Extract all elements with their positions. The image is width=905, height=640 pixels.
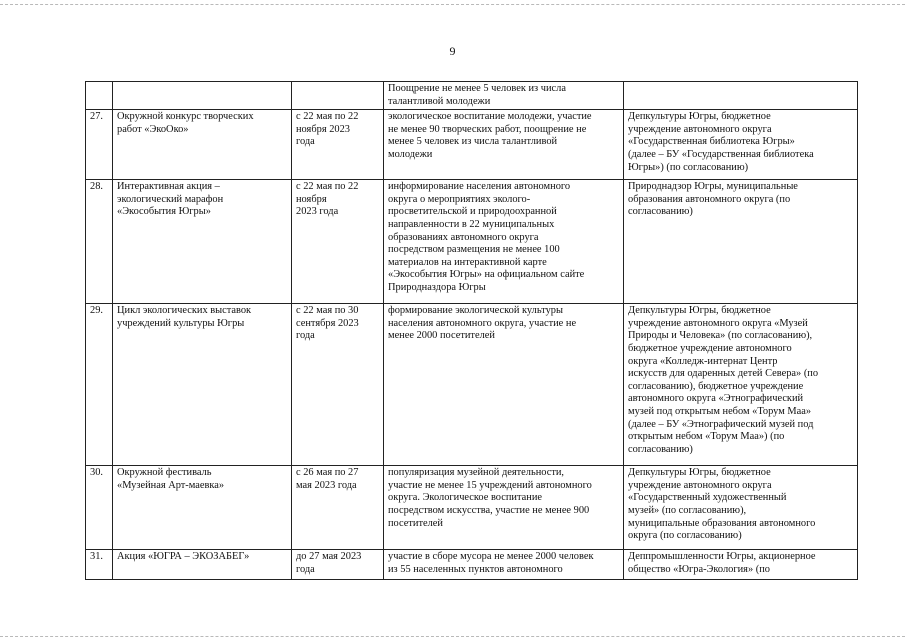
event-dates: с 26 мая по 27 мая 2023 года — [292, 466, 384, 550]
event-responsible: Депкультуры Югры, бюджетное учреждение автономного округа «Государственная библиотека Югры» (далее – БУ «Государственная библиотека Югры») (по согласованию) — [624, 110, 858, 180]
event-name: Окружной конкурс творческих работ «ЭкоОко» — [113, 110, 292, 180]
event-name: Окружной фестиваль «Музейная Арт-маевка» — [113, 466, 292, 550]
event-responsible: Депкультуры Югры, бюджетное учреждение автономного округа «Музей Природы и Человека» (по согласованию), бюджетное учреждение автономного округа «Колледж-интернат Центр искусств для одаренных детей Севера» (по согласованию), бюджетное учреждение автономного округа «Этнографический музей под открытым небом «Торум Маа» (далее – БУ «Этнографический музей под открытым небом «Торум Маа») (по согласованию) — [624, 304, 858, 466]
event-dates: с 22 мая по 22 ноября 2023 года — [292, 180, 384, 304]
event-result: Поощрение не менее 5 человек из числа талантливой молодежи — [384, 82, 624, 110]
event-responsible: Деппромышленности Югры, акционерное общество «Югра-Экология» (по — [624, 550, 858, 580]
event-responsible: Природнадзор Югры, муниципальные образования автономного округа (по согласованию) — [624, 180, 858, 304]
row-number: 28. — [86, 180, 113, 304]
table-row — [86, 304, 858, 466]
event-result: участие в сборе мусора не менее 2000 человек из 55 населенных пунктов автономного — [384, 550, 624, 580]
event-responsible — [624, 82, 858, 110]
event-result: формирование экологической культуры населения автономного округа, участие не менее 2000 посетителей — [384, 304, 624, 466]
event-name: Цикл экологических выставок учреждений культуры Югры — [113, 304, 292, 466]
table-row — [86, 110, 858, 180]
row-number — [86, 82, 113, 110]
event-result: информирование населения автономного округа о мероприятиях эколого- просветительской и природоохранной направленности в 22 муниципальных образованиях автономного округа посредством размещения не менее 100 материалов на интерактивной карте «Экособытия Югры» на официальном сайте Природназдора Югры — [384, 180, 624, 304]
event-dates: с 22 мая по 30 сентября 2023 года — [292, 304, 384, 466]
event-name: Интерактивная акция – экологический марафон «Экособытия Югры» — [113, 180, 292, 304]
events-table — [85, 81, 858, 580]
event-name: Акция «ЮГРА – ЭКОЗАБЕГ» — [113, 550, 292, 580]
row-number: 29. — [86, 304, 113, 466]
row-number: 27. — [86, 110, 113, 180]
row-number: 30. — [86, 466, 113, 550]
scan-edge-top — [0, 4, 905, 5]
scan-edge-bottom — [0, 636, 905, 637]
table-row — [86, 466, 858, 550]
row-number: 31. — [86, 550, 113, 580]
table-row — [86, 82, 858, 110]
event-result: экологическое воспитание молодежи, участие не менее 90 творческих работ, поощрение не менее 5 человек из числа талантливой молодежи — [384, 110, 624, 180]
table-row — [86, 180, 858, 304]
event-name — [113, 82, 292, 110]
event-dates: с 22 мая по 22 ноября 2023 года — [292, 110, 384, 180]
event-dates: до 27 мая 2023 года — [292, 550, 384, 580]
event-dates — [292, 82, 384, 110]
event-responsible: Депкультуры Югры, бюджетное учреждение автономного округа «Государственный художественный музей» (по согласованию), муниципальные образования автономного округа (по согласованию) — [624, 466, 858, 550]
table-row — [86, 550, 858, 580]
page-number: 9 — [449, 44, 456, 58]
event-result: популяризация музейной деятельности, участие не менее 15 учреждений автономного округа. Экологическое воспитание посредством искусства, участие не менее 900 посетителей — [384, 466, 624, 550]
